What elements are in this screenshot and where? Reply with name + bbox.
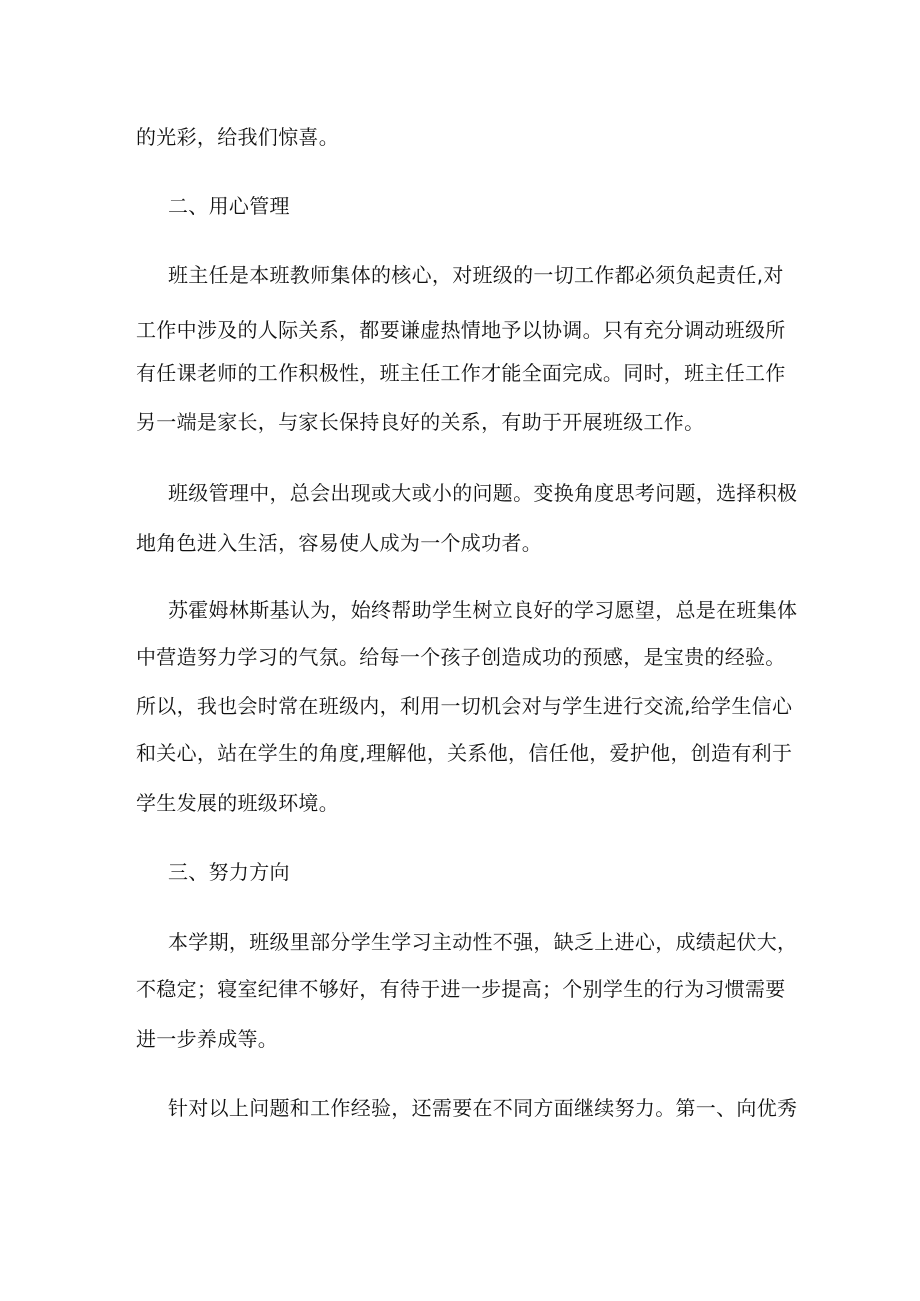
- paragraph-line: 学生发展的班级环境。: [136, 791, 339, 815]
- paragraph-line: 班主任是本班教师集体的核心，对班级的一切工作都必须负起责任,对: [168, 263, 784, 287]
- paragraph-line: 针对以上问题和工作经验，还需要在不同方面继续努力。第一、向优秀: [168, 1096, 798, 1120]
- paragraph-line: 苏霍姆林斯基认为，始终帮助学生树立良好的学习愿望，总是在班集体: [168, 598, 798, 622]
- paragraph-line: 地角色进入生活，容易使人成为一个成功者。: [136, 531, 542, 555]
- paragraph-line: 进一步养成等。: [136, 1027, 279, 1051]
- paragraph-line: 本学期，班级里部分学生学习主动性不强，缺乏上进心，成绩起伏大，: [168, 930, 798, 954]
- paragraph-line: 和关心，站在学生的角度,理解他，关系他，信任他，爱护他，创造有利于: [136, 741, 793, 765]
- paragraph-line: 工作中涉及的人际关系，都要谦虚热情地予以协调。只有充分调动班级所: [136, 318, 786, 342]
- paragraph-line: 班级管理中，总会出现或大或小的问题。变换角度思考问题，选择积极: [168, 481, 798, 505]
- paragraph-line: 中营造努力学习的气氛。给每一个孩子创造成功的预感，是宝贵的经验。: [136, 645, 786, 669]
- paragraph-line: 有任课老师的工作积极性，班主任工作才能全面完成。同时，班主任工作: [136, 361, 786, 385]
- paragraph-line: 的光彩，给我们惊喜。: [136, 125, 339, 149]
- paragraph-line: 不稳定；寝室纪律不够好，有待于进一步提高；个别学生的行为习惯需要: [136, 977, 786, 1001]
- section-heading: 二、用心管理: [168, 194, 290, 218]
- section-heading: 三、努力方向: [168, 860, 290, 884]
- paragraph-line: 所以，我也会时常在班级内，利用一切机会对与学生进行交流,给学生信心: [136, 694, 793, 718]
- paragraph-line: 另一端是家长，与家长保持良好的关系，有助于开展班级工作。: [136, 410, 705, 434]
